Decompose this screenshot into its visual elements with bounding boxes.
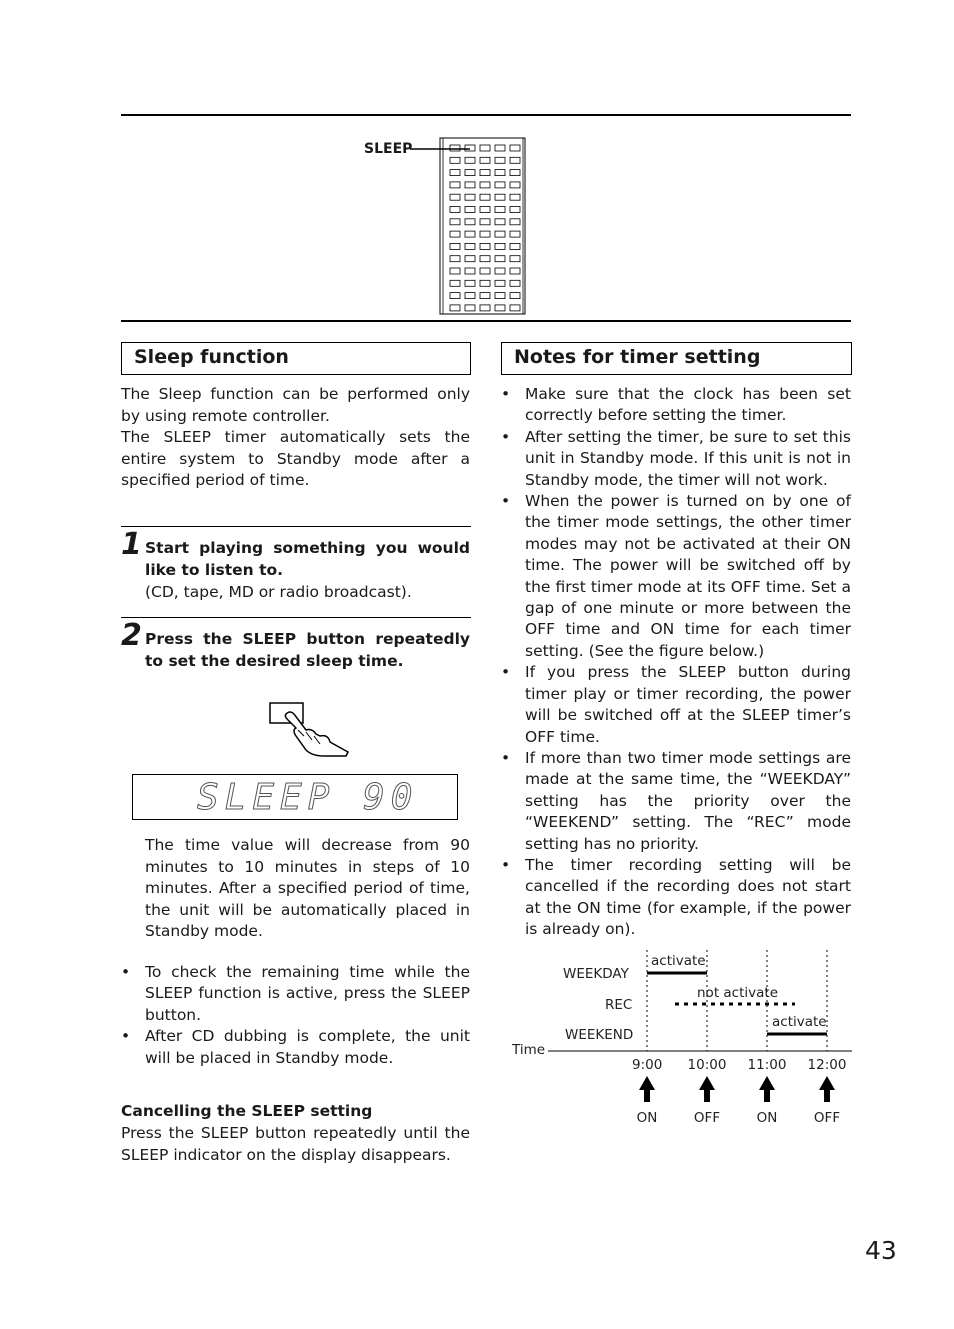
remote-button [450,145,460,151]
remote-button [495,145,505,151]
remote-button [510,170,520,176]
event-on-11: ON [756,1110,778,1126]
remote-button [480,305,490,311]
remote-button [450,194,460,200]
remote-button [465,293,475,299]
notes-bullet-5: • If more than two timer mode settings are made at the same time, the “WEEKDAY” setting has the priority over the “WEEKEND” setting. The “REC” mode setting has no priority. [501,748,851,855]
remote-button [510,256,520,262]
remote-button [450,182,460,188]
step1-number: 1 [121,527,142,562]
notes-bullet-6: • The timer recording setting will be cancelled if the recording does not start at the ON time (for example, if the power is already on). [501,855,851,941]
step1-text: Start playing something you would like to listen to. [145,539,470,579]
notes-bullet-4: • If you press the SLEEP button during timer play or timer recording, the power will be switched off at the SLEEP timer’s OFF time. [501,662,851,748]
remote-button [465,207,475,213]
remote-button [495,207,505,213]
remote-button [450,256,460,262]
remote-button [510,157,520,163]
step1-subtext: (CD, tape, MD or radio broadcast). [145,583,412,601]
row-label-weekday: WEEKDAY [563,966,629,982]
remote-button [510,194,520,200]
sleep-intro [121,384,470,492]
notes-bullet-2: • After setting the timer, be sure to set this unit in Standby mode. If this unit is not in Standby mode, the timer will not work. [501,427,851,491]
event-on-9: ON [636,1110,658,1126]
remote-button [465,194,475,200]
notes-bullet-1: • Make sure that the clock has been set correctly before setting the timer. [501,384,851,427]
remote-button [465,157,475,163]
remote-button [480,157,490,163]
arrows [639,1076,835,1102]
remote-button [450,231,460,237]
remote-button [450,243,460,249]
event-off-10: OFF [693,1110,721,1126]
remote-button [480,231,490,237]
remote-button [495,243,505,249]
timer-timeline-diagram [500,945,860,1135]
remote-button [495,293,505,299]
sleep-intro-line-2: The SLEEP timer automatically sets the entire system to Standby mode after a specified period of time. [121,428,470,489]
step2-rule [121,617,471,618]
notes-bullets [501,384,851,941]
remote-button [510,145,520,151]
remote-button [465,182,475,188]
remote-button [465,243,475,249]
remote-button [450,268,460,274]
remote-button [480,194,490,200]
arrow-off-10 [699,1076,715,1102]
remote-button [480,207,490,213]
time-12: 12:00 [807,1057,847,1073]
remote-button [495,268,505,274]
remote-button [510,182,520,188]
arrow-on-11 [759,1076,775,1102]
remote-button [495,219,505,225]
display-panel [132,774,458,820]
remote-button [480,268,490,274]
notes-bullet-3: • When the power is turned on by one of the timer mode settings, the other timer modes may not be activated at their ON time. The power will be switched off by the first timer mode at its OFF time. Set a gap of one minute or more between the OFF time and ON time for each timer setting. (See the figure below.) [501,491,851,662]
remote-button [510,280,520,286]
cancel-text: Press the SLEEP button repeatedly until the SLEEP indicator on the display disappears. [121,1124,470,1164]
remote-button [450,207,460,213]
remote-button [480,170,490,176]
remote-sleep-label: SLEEP [364,141,413,157]
notes-title: Notes for timer setting [501,342,852,375]
sleep-bullets [121,962,470,1069]
remote-button [480,280,490,286]
remote-button [465,231,475,237]
remote-button [450,170,460,176]
remote-button [495,280,505,286]
time-10: 10:00 [687,1057,727,1073]
step2-number: 2 [121,618,142,653]
row-label-rec: REC [605,997,633,1013]
axis-label-time: Time [512,1042,546,1058]
remote-button [450,280,460,286]
remote-button [465,170,475,176]
remote-button [465,280,475,286]
remote-button [510,305,520,311]
remote-button [495,194,505,200]
hand-pressing-button-icon [268,700,352,760]
remote-button [480,243,490,249]
remote-button [465,268,475,274]
middle-rule [121,320,851,322]
remote-button [510,219,520,225]
remote-control-illustration [410,134,535,316]
remote-button [495,170,505,176]
remote-button [510,293,520,299]
remote-button [450,305,460,311]
remote-button [450,157,460,163]
remote-button [450,293,460,299]
label-activate-weekday: activate [651,953,706,969]
remote-button [510,231,520,237]
sleep-bullet-1: • To check the remaining time while the SLEEP function is active, press the SLEEP button. [121,962,470,1026]
remote-button [480,219,490,225]
remote-button [495,182,505,188]
remote-button [495,256,505,262]
remote-button [480,293,490,299]
arrow-on-9 [639,1076,655,1102]
remote-button [480,145,490,151]
sleep-bullet-2: • After CD dubbing is complete, the unit will be placed in Standby mode. [121,1026,470,1069]
remote-button [495,157,505,163]
arrow-off-12 [819,1076,835,1102]
top-rule [121,114,851,116]
display-readout: SLEEP 90 [197,777,419,818]
remote-button [495,305,505,311]
cancel-title: Cancelling the SLEEP setting [121,1102,373,1120]
time-9: 9:00 [632,1057,663,1073]
remote-button [450,219,460,225]
time-11: 11:00 [747,1057,787,1073]
remote-button [510,207,520,213]
event-off-12: OFF [813,1110,841,1126]
label-not-activate: not activate [697,985,778,1001]
label-activate-weekend: activate [772,1014,827,1030]
timeline-graphics [500,945,860,1135]
remote-button [480,256,490,262]
page-number: 43 [865,1236,897,1265]
remote-button [465,256,475,262]
remote-button [510,243,520,249]
remote-button [465,219,475,225]
remote-button [480,182,490,188]
sleep-intro-line-1: The Sleep function can be performed only by using remote controller. [121,385,470,425]
remote-button [465,305,475,311]
remote-button [495,231,505,237]
time-note: The time value will decrease from 90 minutes to 10 minutes in steps of 10 minutes. After a specified period of time, the unit will be automatically placed in Standby mode. [145,836,470,940]
remote-button [465,145,475,151]
row-label-weekend: WEEKEND [565,1027,634,1043]
step2-text: Press the SLEEP button repeatedly to set the desired sleep time. [145,630,470,670]
remote-button [510,268,520,274]
step1-rule [121,526,471,527]
sleep-function-title: Sleep function [121,342,471,375]
